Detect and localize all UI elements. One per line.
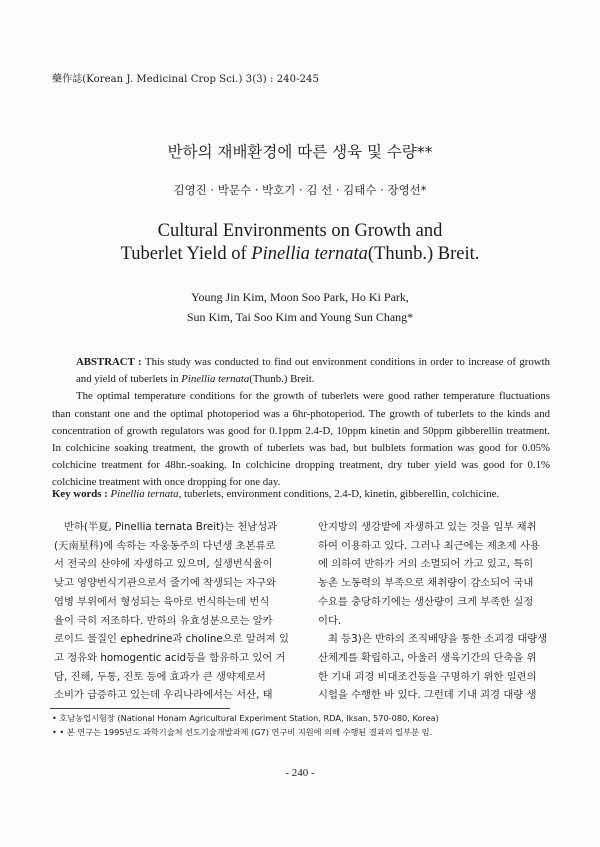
footnote-divider — [50, 708, 230, 709]
body-line: 반하(半夏, Pinellia ternata Breit)는 천남성과 — [64, 521, 278, 533]
species-name: Pinellia ternata — [110, 488, 179, 500]
body-line: 이다. — [318, 614, 342, 627]
body-line: 에 의하여 반하가 거의 소멸되어 가고 있고, 특히 — [318, 558, 534, 571]
page-number: - 240 - — [285, 767, 315, 779]
keywords-separator: : — [101, 488, 111, 500]
english-title-line-1: Cultural Environments on Growth and — [157, 221, 443, 241]
body-line: 엽병 부위에서 형성되는 육아로 번식하는데 번식 — [54, 595, 270, 608]
korean-authors: 김영진 · 박문수 · 박호기 · 김 선 · 김태수 · 장영선* — [173, 183, 427, 197]
species-name: Pinellia ternata — [181, 373, 250, 386]
body-line: 로이드 물질인 ephedrine과 choline으로 알려져 있 — [54, 633, 289, 646]
abstract-text: This study was conducted to find out environment conditions in order to increase of growth and yield of tuberlets in — [76, 356, 550, 386]
body-line: 한 기내 괴경 비대조건등을 구명하기 위한 일련의 — [318, 670, 537, 683]
english-title-line-2 — [0, 243, 600, 266]
keywords-label: Key words — [52, 488, 102, 500]
abstract-separator: : — [134, 356, 145, 368]
korean-title: 반하의 재배환경에 따른 생육 및 수량** — [167, 143, 433, 161]
body-line: 농촌 노동력의 부족으로 채취량이 감소되어 국내 — [318, 577, 534, 590]
keywords-text: , tuberlets, environment conditions, 2.4-D, kinetin, gibberellin, colchicine. — [178, 488, 500, 500]
body-line: 담, 진해, 두통, 진토 등에 효과가 큰 생약제로서 — [54, 670, 266, 683]
body-line: 서 전국의 산야에 자생하고 있으며, 실생번식율이 — [54, 558, 273, 571]
footnote-funding: • • 본 연구는 1995년도 과학기술처 선도기술개발과제 (G7) 연구비 지원에 의해 수행된 결과의 일부분 임. — [52, 727, 433, 737]
body-line: (天南星科)에 속하는 자웅동주의 다년생 초본류로 — [54, 539, 276, 552]
abstract-label: ABSTRACT — [76, 356, 135, 368]
abstract-text: (Thunb.) Breit. — [249, 373, 315, 386]
body-line: 최 등3)은 반하의 조직배양을 통한 소괴경 대량생 — [328, 633, 548, 646]
body-line: 소비가 급증하고 있는데 우리나라에서는 서산, 태 — [54, 689, 273, 702]
body-line: 고 정유와 homogentic acid등을 함유하고 있어 거 — [54, 651, 286, 664]
footnote-affiliation: • 호남농업시험장 (National Honam Agricultural Experiment Station, RDA, Iksan, 570-080, Korea) — [52, 713, 439, 723]
abstract — [52, 354, 550, 492]
body-column-right — [318, 518, 558, 705]
abstract-body: The optimal temperature conditions for the growth of tuberlets were good rather temperature fluctuations than constant one and the optimal photoperiod was a 6hr-photoperiod. The growth of tuberlets to the kinds and concentration of growth regulators was good for 0.1ppm 2.4-D, 10ppm kinetin and 50ppm gibberellin treatment. In colchicine soaking treatment, the growth of tuberlets was bad, but bulblets formation was good for 0.05% colchicine treatment for 48hr.-soaking. In colchicine dropping treatment, dry tuber yield was good for 0.1% colchicine treatment with once dropping for one day. — [52, 390, 550, 489]
abstract-intro — [52, 354, 550, 388]
body-column-left — [54, 518, 294, 705]
english-title-text: Tuberlet Yield of — [120, 244, 252, 264]
body-line: 하여 이용하고 있다. 그러나 최근에는 제초제 사용 — [318, 539, 540, 552]
body-line: 시험을 수행한 바 있다. 그런데 기내 괴경 대량 생 — [318, 689, 537, 702]
body-line: 산체계를 확립하고, 아울러 생육기간의 단축을 위 — [318, 651, 537, 664]
body-line: 안지방의 생강밭에 자생하고 있는 것을 일부 채취 — [318, 521, 537, 533]
english-authors — [0, 287, 600, 327]
english-authors-line-2: Sun Kim, Tai Soo Kim and Young Sun Chang* — [186, 310, 414, 324]
keywords — [52, 488, 550, 500]
body-line: 수요를 충당하기에는 생산량이 크게 부족한 실정 — [318, 595, 534, 608]
english-authors-line-1: Young Jin Kim, Moon Soo Park, Ho Ki Park, — [191, 290, 409, 304]
english-title — [0, 220, 600, 266]
journal-citation: 藥作誌(Korean J. Medicinal Crop Sci.) 3(3) : 240-245 — [52, 74, 319, 85]
english-title-text: (Thunb.) Breit. — [367, 244, 480, 264]
body-line: 율이 극히 저조하다. 반하의 유효성분으로는 알카 — [54, 614, 273, 627]
species-name: Pinellia ternata — [251, 244, 368, 264]
body-line: 낮고 영양번식기관으로서 줄기에 착생되는 자구와 — [54, 577, 276, 590]
